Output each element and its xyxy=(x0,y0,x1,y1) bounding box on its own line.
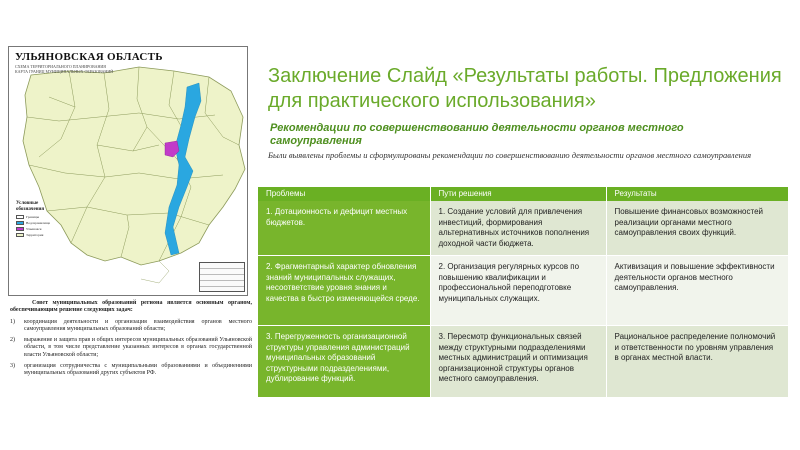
problem-cell: 1. Дотационность и дефицит местных бюджетов. xyxy=(258,201,430,256)
task-item xyxy=(10,337,252,359)
legend-swatch xyxy=(16,227,24,231)
legend-swatch xyxy=(16,233,24,237)
council-tasks-text xyxy=(10,300,252,382)
legend-label: Границы xyxy=(26,215,40,219)
council-intro: Совет муниципальных образований региона является основным органом, обеспечивающим решение следующих задач: xyxy=(10,300,252,314)
task-text: выражение и защита прав и общих интересов муниципальных образований Ульяновской области, в том числе представление указанных интересов в органах государственной власти Ульяновской области; xyxy=(24,337,252,358)
solution-cell: 2. Организация регулярных курсов по повышению квалификации и профессиональной переподготовке муниципальных служащих. xyxy=(430,256,606,326)
slide-lead-text: Были выявлены проблемы и сформулированы рекомендации по совершенствованию деятельности органов местного самоуправления xyxy=(268,150,752,160)
map-stamp-block xyxy=(199,262,245,292)
legend-label: Территория xyxy=(26,233,44,237)
legend-swatch xyxy=(16,221,24,225)
table-row xyxy=(258,326,788,398)
map-subtitle: СХЕМА ТЕРРИТОРИАЛЬНОГО ПЛАНИРОВАНИЯ xyxy=(15,64,106,69)
legend-label: Ульяновск xyxy=(26,227,42,231)
legend-swatch xyxy=(16,215,24,219)
legend-label: Водохранилища xyxy=(26,221,51,225)
legend-item xyxy=(16,215,60,219)
table-row xyxy=(258,201,788,256)
map-subtitle-2: КАРТА ГРАНИЦ МУНИЦИПАЛЬНЫХ ОБРАЗОВАНИЙ xyxy=(15,69,114,74)
header-results: Результаты xyxy=(606,187,788,201)
map-legend xyxy=(16,201,60,237)
solution-cell: 3. Пересмотр функциональных связей между структурными подразделениями местных администраций и оптимизация организационной структуры органов местного самоуправления. xyxy=(430,326,606,398)
table-row xyxy=(258,256,788,326)
legend-title: Условные обозначения xyxy=(16,201,45,212)
problem-cell: 3. Перегруженность организационной структуры управления администраций муниципальных образований структурными подразделениями, дублирование функций. xyxy=(258,326,430,398)
task-text: организация сотрудничества с муниципальными образованиями и объединениями муниципальных образований других субъектов РФ. xyxy=(24,363,252,377)
header-problems: Проблемы xyxy=(258,187,430,201)
task-number: 1) xyxy=(10,318,15,325)
legend-item xyxy=(16,227,60,231)
task-text: координация деятельности и организация взаимодействия органов местного самоуправления муниципальных образований области; xyxy=(24,318,252,332)
header-solutions: Пути решения xyxy=(430,187,606,201)
task-number: 2) xyxy=(10,337,15,344)
table-header-row xyxy=(258,187,788,201)
result-cell: Активизация и повышение эффективности деятельности органов местного самоуправления. xyxy=(606,256,788,326)
legend-item xyxy=(16,233,60,237)
result-cell: Рациональное распределение полномочий и ответственности по уровням управления в органах местной власти. xyxy=(606,326,788,398)
legend-item xyxy=(16,221,60,225)
recommendations-table xyxy=(258,187,789,398)
problem-cell: 2. Фрагментарный характер обновления знаний муниципальных служащих, несоответствие уровня знания и качества в быстро изменяющейся среде. xyxy=(258,256,430,326)
slide-title: Заключение Слайд «Результаты работы. Предложения для практического использования» xyxy=(268,65,782,112)
task-number: 3) xyxy=(10,363,15,370)
map-title: УЛЬЯНОВСКАЯ ОБЛАСТЬ xyxy=(15,51,163,63)
result-cell: Повышение финансовых возможностей реализации органами местного самоуправления своих функций. xyxy=(606,201,788,256)
task-item xyxy=(10,319,252,334)
region-map xyxy=(8,46,248,296)
solution-cell: 1. Создание условий для привлечения инвестиций, формирования альтернативных источников пополнения доходной части бюджета. xyxy=(430,201,606,256)
task-item xyxy=(10,363,252,378)
region-map-drawing xyxy=(9,47,248,296)
slide-subtitle: Рекомендации по совершенствованию деятельности органов местного самоуправления xyxy=(270,122,684,147)
